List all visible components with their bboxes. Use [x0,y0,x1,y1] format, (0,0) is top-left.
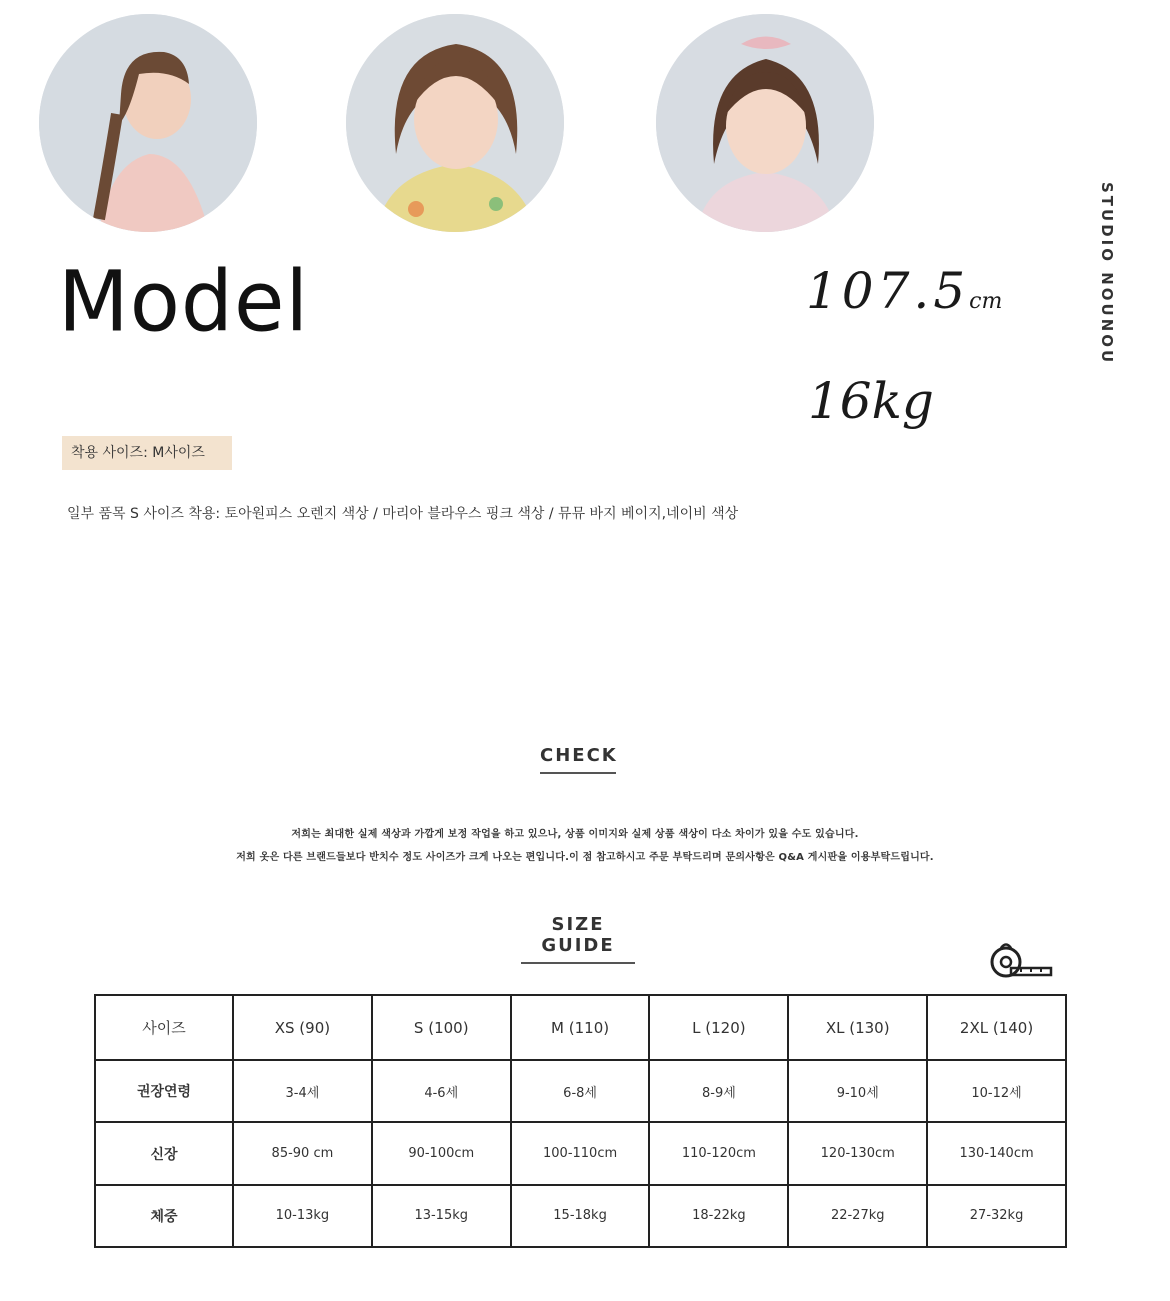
height-number: 107.5 [806,262,970,320]
size-notice: 저희 옷은 다른 브랜드들보다 반치수 정도 사이즈가 크게 나오는 편입니다.이 점 참고하시고 주문 부탁드리며 문의사항은 Q&A 게시판을 이용부탁드립니다. [236,852,934,863]
table-cell: 110-120cm [649,1122,788,1184]
table-row [95,1122,1066,1184]
table-cell: 10-12세 [927,1060,1066,1122]
table-cell: 13-15kg [372,1185,511,1247]
table-cell: 22-27kg [788,1185,927,1247]
wearing-size-badge: 착용 사이즈: M사이즈 [62,436,232,470]
table-cell: 8-9세 [649,1060,788,1122]
model-photo-1 [39,14,257,232]
table-cell: 18-22kg [649,1185,788,1247]
table-cell: 27-32kg [927,1185,1066,1247]
table-cell: 85-90 cm [233,1122,372,1184]
table-cell: 6-8세 [511,1060,650,1122]
check-title: CHECK [540,745,616,774]
model-height [806,262,1002,320]
brand-vertical-text: STUDIO NOUNOU [1098,182,1116,366]
size-guide-table [94,994,1067,1248]
table-cell: 체중 [95,1185,233,1247]
table-cell: XS (90) [233,995,372,1060]
table-cell: S (100) [372,995,511,1060]
table-row [95,1060,1066,1122]
table-cell: 4-6세 [372,1060,511,1122]
table-cell: 130-140cm [927,1122,1066,1184]
size-note: 일부 품목 S 사이즈 착용: 토아원피스 오렌지 색상 / 마리아 블라우스 핑크 색상 / 뮤뮤 바지 베이지,네이비 색상 [67,506,739,522]
table-cell: XL (130) [788,995,927,1060]
model-weight: 16kg [808,372,934,430]
table-cell: 100-110cm [511,1122,650,1184]
tape-measure-icon [987,938,1053,978]
color-notice: 저희는 최대한 실제 색상과 가깝게 보정 작업을 하고 있으나, 상품 이미지와 실제 상품 색상이 다소 차이가 있을 수도 있습니다. [291,829,859,840]
table-cell: 10-13kg [233,1185,372,1247]
table-cell: 권장연령 [95,1060,233,1122]
table-cell: L (120) [649,995,788,1060]
table-cell: 15-18kg [511,1185,650,1247]
model-photo-2 [346,14,564,232]
table-cell: 2XL (140) [927,995,1066,1060]
table-row [95,1185,1066,1247]
height-unit: cm [969,289,1003,314]
size-guide-title: SIZE GUIDE [521,914,635,964]
table-cell: M (110) [511,995,650,1060]
model-photo-3 [656,14,874,232]
table-cell: 90-100cm [372,1122,511,1184]
table-cell: 사이즈 [95,995,233,1060]
model-title: Model [58,254,310,351]
table-cell: 9-10세 [788,1060,927,1122]
table-cell: 120-130cm [788,1122,927,1184]
table-header-row [95,995,1066,1060]
table-cell: 3-4세 [233,1060,372,1122]
table-cell: 신장 [95,1122,233,1184]
